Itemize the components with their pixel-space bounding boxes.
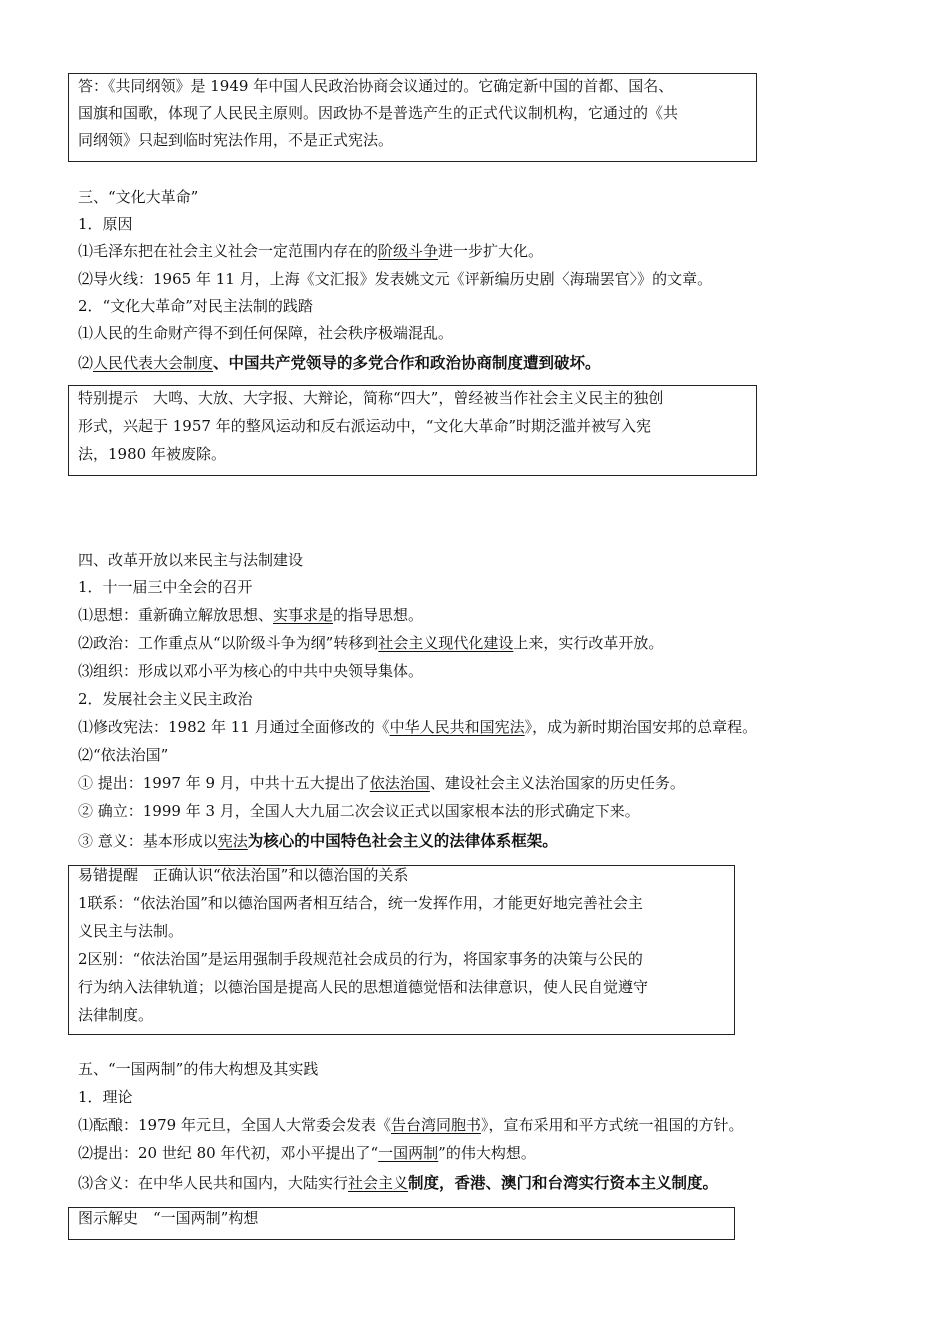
s3-item-2-1: ⑴人民的生命财产得不到任何保障，社会秩序极端混乱。: [78, 324, 454, 342]
reminder-title: 易错提醒 正确认识“依法治国”和以德治国的关系: [78, 866, 409, 884]
s4-item-1-3: ⑶组织：形成以邓小平为核心的中共中央领导集体。: [78, 662, 424, 680]
underlined-term: 人民代表大会制度: [93, 354, 214, 372]
s5-item-1-3: ⑶含义：在中华人民共和国内，大陆实行社会主义制度，香港、澳门和台湾实行资本主义制度。: [78, 1174, 719, 1192]
s4-circle-2: ② 确立：1999 年 3 月，全国人大九届二次会议正式以国家根本法的形式确定下来。: [78, 802, 640, 820]
reminder-line-2: 义民主与法制。: [78, 922, 184, 940]
underlined-term: 宪法: [217, 832, 248, 850]
underlined-term: 社会主义现代化建设: [378, 634, 514, 652]
underlined-term: 依法治国: [369, 774, 430, 792]
s3-item-1-2: ⑵导火线：1965 年 11 月，上海《文汇报》发表姚文元《评新编历史剧〈海瑞罢官〉》的文章。: [78, 270, 713, 288]
reminder-line-3: 2区别：“依法治国”是运用强制手段规范社会成员的行为，将国家事务的决策与公民的: [78, 950, 643, 968]
s3-item-2-2: ⑵人民代表大会制度、中国共产党领导的多党合作和政治协商制度遭到破坏。: [78, 354, 601, 372]
reminder-line-1: 1联系：“依法治国”和以德治国两者相互结合，统一发挥作用，才能更好地完善社会主: [78, 894, 643, 912]
s4-item-1: 1．十一届三中全会的召开: [78, 578, 253, 596]
answer-line-1: 答：《共同纲领》是 1949 年中国人民政治协商会议通过的。它确定新中国的首都、国名、: [78, 77, 674, 95]
s4-item-1-1: ⑴思想：重新确立解放思想、实事求是的指导思想。: [78, 606, 424, 624]
diagram-explanation-title: 图示解史 “一国两制”构想: [78, 1209, 259, 1227]
special-note-line-1: 特别提示 大鸣、大放、大字报、大辩论，简称“四大”，曾经被当作社会主义民主的独创: [78, 389, 664, 407]
reminder-line-4: 行为纳入法律轨道；以德治国是提高人民的思想道德觉悟和法律意识，使人民自觉遵守: [78, 978, 649, 996]
section-5-title: 五、“一国两制”的伟大构想及其实践: [78, 1060, 319, 1078]
underlined-term: 中华人民共和国宪法: [389, 718, 525, 736]
s4-circle-3: ③ 意义：基本形成以宪法为核心的中国特色社会主义的法律体系框架。: [78, 832, 558, 850]
underlined-term: 阶级斗争: [378, 242, 439, 260]
section-4-title: 四、改革开放以来民主与法制建设: [78, 551, 304, 569]
section-3-title: 三、“文化大革命”: [78, 188, 199, 206]
s4-item-1-2: ⑵政治：工作重点从“以阶级斗争为纲”转移到社会主义现代化建设上来，实行改革开放。: [78, 634, 664, 652]
s3-item-1-1: ⑴毛泽东把在社会主义社会一定范围内存在的阶级斗争进一步扩大化。: [78, 242, 544, 260]
special-note-line-2: 形式，兴起于 1957 年的整风运动和反右派运动中，“文化大革命”时期泛滥并被写入宪: [78, 417, 652, 435]
s3-item-2: 2．“文化大革命”对民主法制的践踏: [78, 297, 313, 315]
s3-item-1: 1．原因: [78, 215, 133, 233]
reminder-line-5: 法律制度。: [78, 1006, 154, 1024]
s4-item-2: 2．发展社会主义民主政治: [78, 690, 253, 708]
s5-item-1: 1．理论: [78, 1088, 133, 1106]
special-note-line-3: 法，1980 年被废除。: [78, 445, 226, 463]
answer-line-2: 国旗和国歌，体现了人民民主原则。因政协不是普选产生的正式代议制机构，它通过的《共: [78, 104, 679, 122]
underlined-term: 社会主义: [348, 1174, 409, 1192]
s5-item-1-2: ⑵提出：20 世纪 80 年代初，邓小平提出了“一国两制”的伟大构想。: [78, 1144, 536, 1162]
underlined-term: 实事求是: [273, 606, 334, 624]
s4-item-2-2: ⑵“依法治国”: [78, 746, 169, 764]
answer-line-3: 同纲领》只起到临时宪法作用，不是正式宪法。: [78, 131, 394, 149]
underlined-term: 一国两制: [378, 1144, 439, 1162]
s4-item-2-1: ⑴修改宪法：1982 年 11 月通过全面修改的《中华人民共和国宪法》，成为新时期治国安邦的总章程。: [78, 718, 758, 736]
s4-circle-1: ① 提出：1997 年 9 月，中共十五大提出了依法治国、建设社会主义法治国家的历史任务。: [78, 774, 685, 792]
s5-item-1-1: ⑴酝酿：1979 年元旦，全国人大常委会发表《告台湾同胞书》，宣布采用和平方式统一祖国的方针。: [78, 1116, 744, 1134]
underlined-term: 告台湾同胞书: [390, 1116, 481, 1134]
